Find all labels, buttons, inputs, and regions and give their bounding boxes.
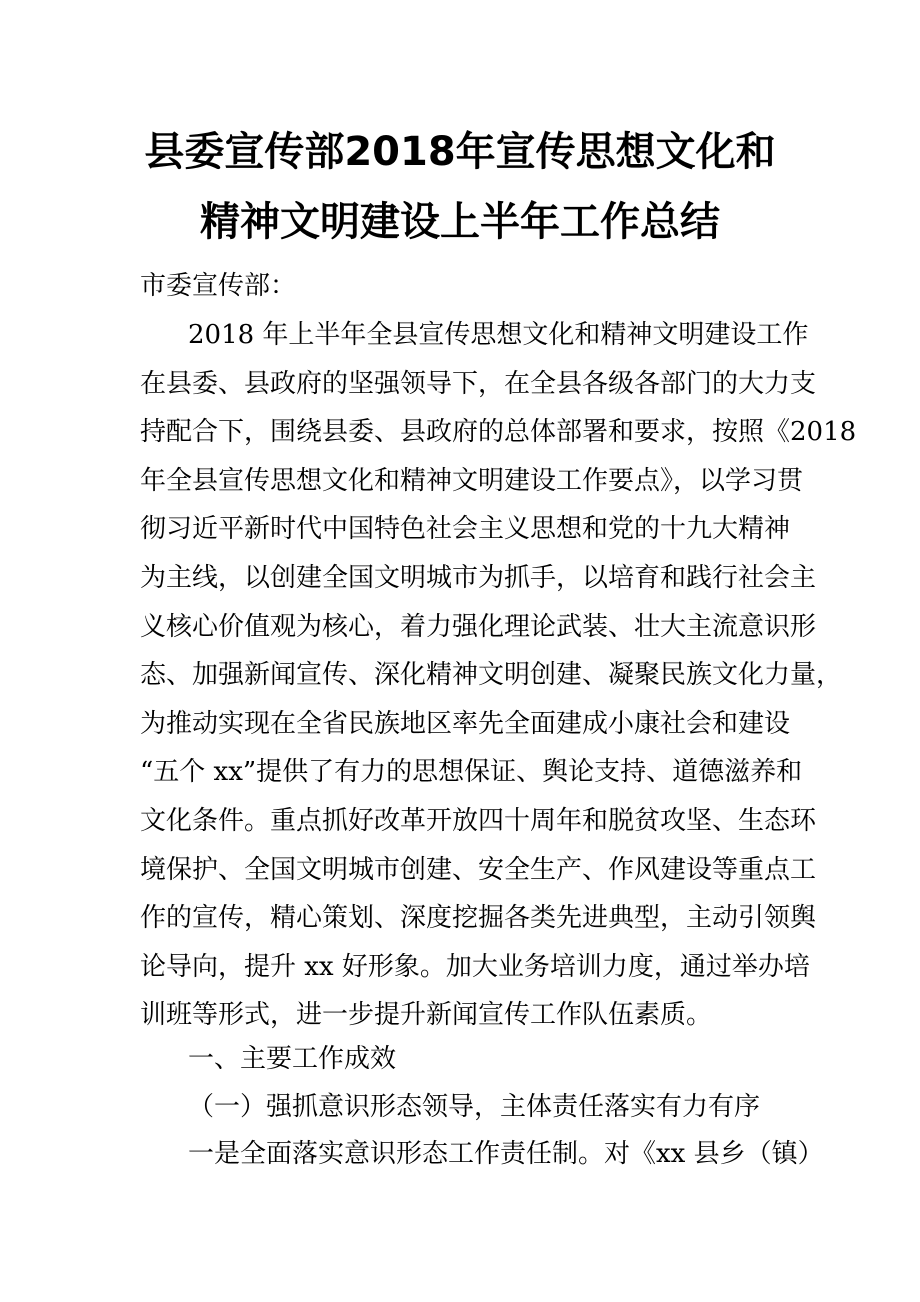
paragraph-line: 持配合下，围绕县委、县政府的总体部署和要求，按照《2018 bbox=[140, 417, 857, 448]
salutation: 市委宣传部： bbox=[140, 271, 297, 301]
paragraph-1 bbox=[140, 311, 857, 1040]
paragraph-line: 态、加强新闻宣传、深化精神文明创建、凝聚民族文化力量， bbox=[140, 660, 843, 691]
subsection-heading: （一）强抓意识形态领导，主体责任落实有力有序 bbox=[188, 1092, 761, 1122]
paragraph-line: “五个 xx”提供了有力的思想保证、舆论支持、道德滋养和 bbox=[140, 757, 803, 788]
paragraph-line: 作的宣传，精心策划、深度挖掘各类先进典型，主动引领舆 bbox=[140, 903, 817, 934]
paragraph-line: 在县委、县政府的坚强领导下，在全县各级各部门的大力支 bbox=[140, 368, 817, 399]
paragraph-line: 2018 年上半年全县宣传思想文化和精神文明建设工作 bbox=[188, 320, 809, 350]
paragraph-2: 一是全面落实意识形态工作责任制。对《xx 县乡（镇） bbox=[188, 1139, 824, 1169]
paragraph-line: 为推动实现在全省民族地区率先全面建成小康社会和建设 bbox=[140, 708, 791, 739]
document-title-line-1: 县委宣传部2018年宣传思想文化和 bbox=[144, 129, 776, 175]
paragraph-line: 训班等形式，进一步提升新闻宣传工作队伍素质。 bbox=[140, 1000, 713, 1031]
paragraph-line: 文化条件。重点抓好改革开放四十周年和脱贫攻坚、生态环 bbox=[140, 805, 817, 836]
paragraph-line: 义核心价值观为核心，着力强化理论武装、壮大主流意识形 bbox=[140, 611, 817, 642]
paragraph-line: 年全县宣传思想文化和精神文明建设工作要点》，以学习贯 bbox=[140, 465, 804, 496]
section-heading: 一、主要工作成效 bbox=[188, 1044, 397, 1074]
document-title-line-2: 精神文明建设上半年工作总结 bbox=[200, 199, 720, 245]
paragraph-line: 论导向，提升 xx 好形象。加大业务培训力度，通过举办培 bbox=[140, 951, 810, 982]
paragraph-line: 为主线，以创建全国文明城市为抓手，以培育和践行社会主 bbox=[140, 562, 817, 593]
paragraph-line: 境保护、全国文明城市创建、安全生产、作风建设等重点工 bbox=[140, 854, 817, 885]
paragraph-line: 彻习近平新时代中国特色社会主义思想和党的十九大精神 bbox=[140, 514, 791, 545]
